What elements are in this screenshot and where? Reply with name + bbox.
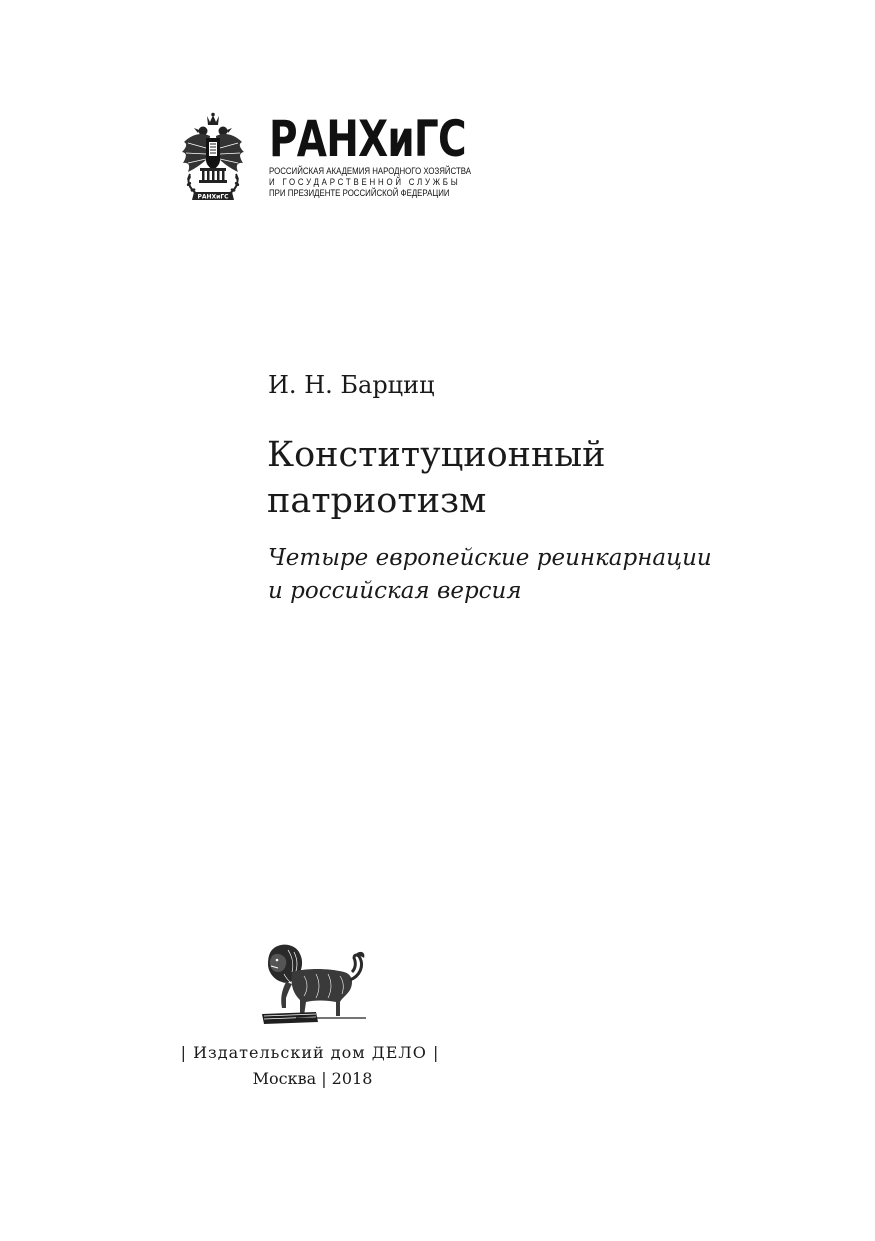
ranepa-name-line-3: ПРИ ПРЕЗИДЕНТЕ РОССИЙСКОЙ ФЕДЕРАЦИИ [269,188,450,199]
book-subtitle [268,542,712,608]
lion-on-book-icon [256,942,374,1030]
double-headed-eagle-emblem-icon [180,112,246,204]
book-title-line-1: Конституционный [267,435,606,475]
ranepa-acronym: РАНХиГС [269,110,466,168]
ranepa-name-line-1: РОССИЙСКАЯ АКАДЕМИЯ НАРОДНОГО ХОЗЯЙСТВА [269,166,472,177]
publication-city-year: Москва | 2018 [252,1069,373,1088]
book-subtitle-line-2: и российская версия [268,578,522,604]
book-author: И. Н. Барциц [268,371,435,399]
ranepa-logo [180,112,480,204]
book-subtitle-line-1: Четыре европейские реинкарнации [268,545,712,571]
ranepa-name-line-2: И ГОСУДАРСТВЕННОЙ СЛУЖБЫ [269,177,461,188]
emblem-ribbon-text: РАНХиГС [197,193,229,201]
ranepa-logo-text [269,112,481,199]
book-title-line-2: патриотизм [267,481,487,521]
book-title [267,432,605,524]
publisher-name: | Издательский дом ДЕЛО | [180,1043,440,1062]
